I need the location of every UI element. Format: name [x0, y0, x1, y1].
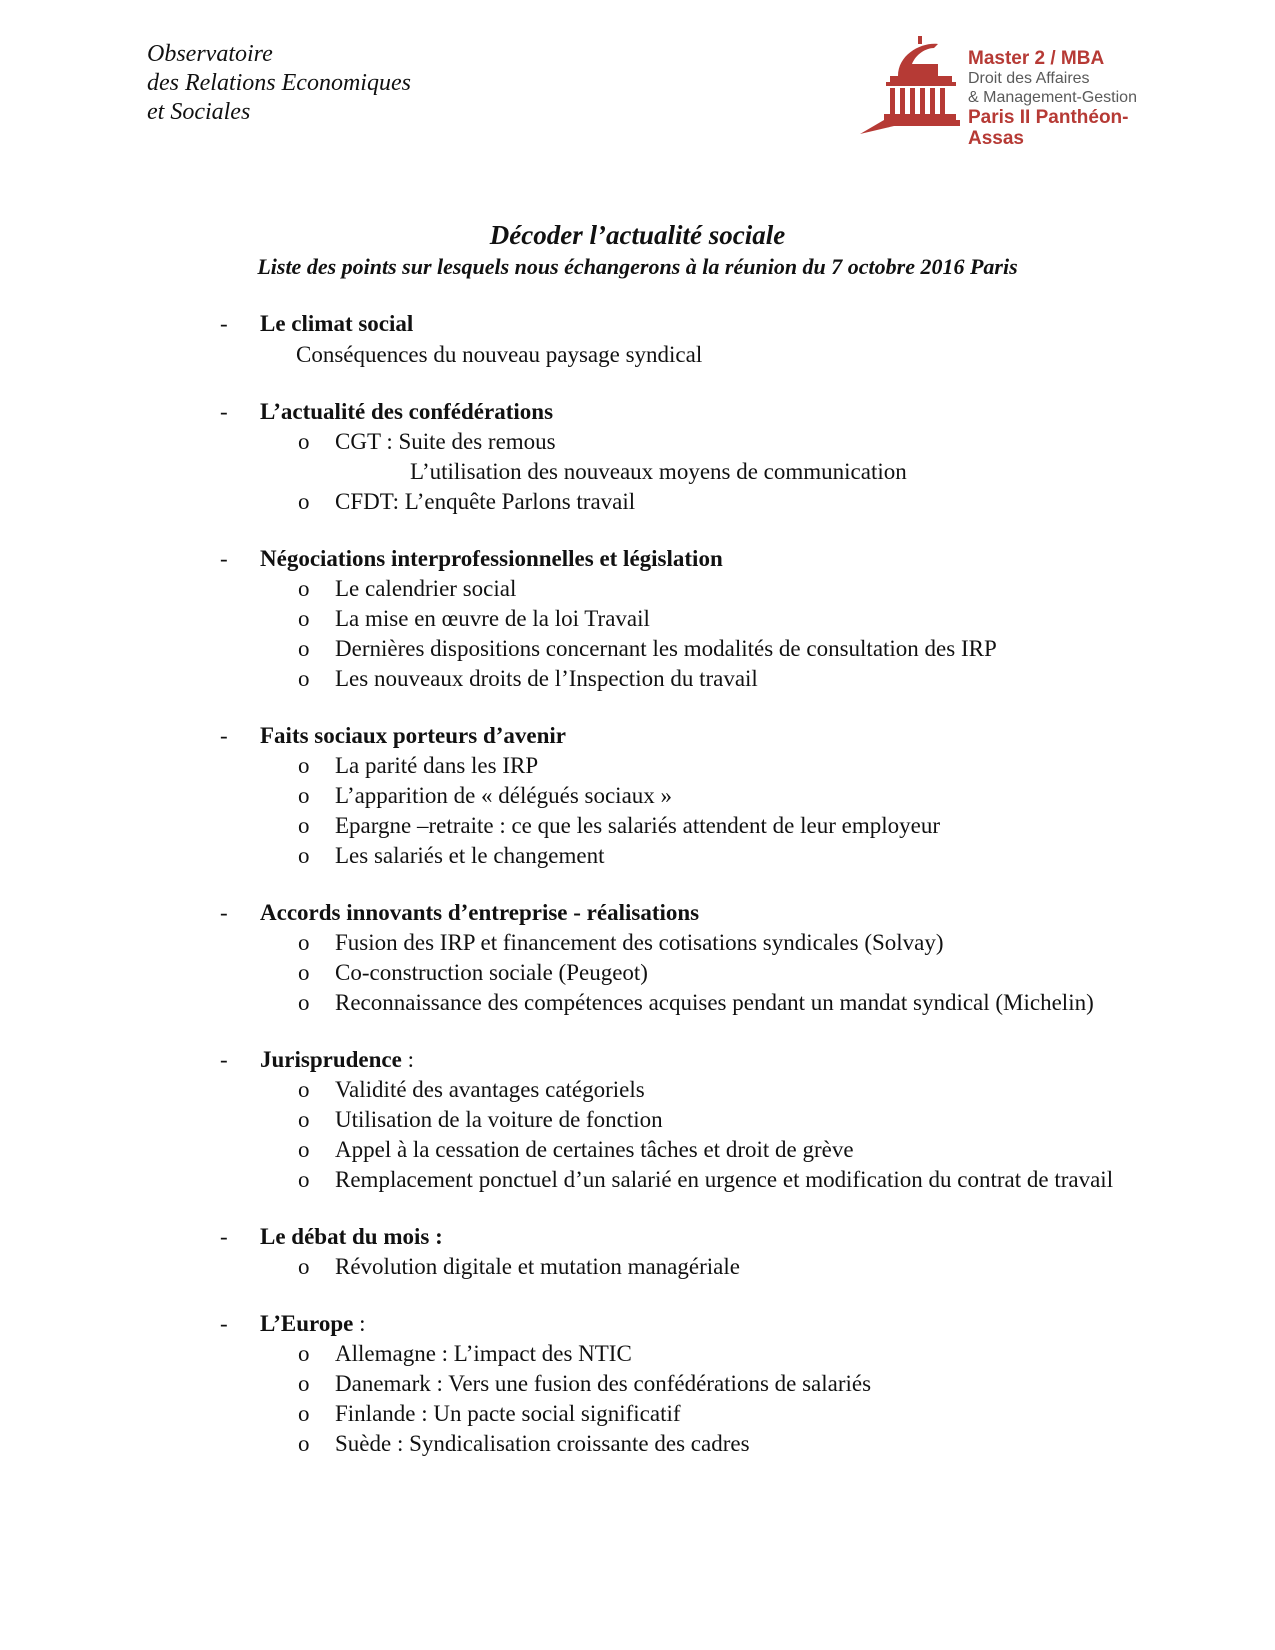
section-title: [260, 1221, 443, 1252]
list-item: [0, 988, 1275, 1018]
agenda-section: [0, 1308, 1275, 1459]
section-title-suffix: :: [401, 1047, 414, 1072]
circle-bullet-icon: o: [298, 990, 310, 1015]
list-item: [0, 1165, 1275, 1195]
list-item: [0, 811, 1275, 841]
dash-bullet: -: [220, 311, 228, 336]
list-item: [0, 751, 1275, 781]
section-title-text: Le débat du mois :: [260, 1224, 443, 1249]
list-item-text: Suède : Syndicalisation croissante des cadres: [335, 1431, 750, 1456]
list-item-text: Validité des avantages catégoriels: [335, 1077, 645, 1102]
list-item-text: Finlande : Un pacte social significatif: [335, 1401, 681, 1426]
dash-bullet: -: [220, 1224, 228, 1249]
circle-bullet-icon: o: [298, 753, 310, 778]
list-item: [0, 1429, 1275, 1459]
circle-bullet-icon: o: [298, 1107, 310, 1132]
circle-bullet-icon: o: [298, 1077, 310, 1102]
list-item: [0, 781, 1275, 811]
list-item: [0, 1339, 1275, 1369]
circle-bullet-icon: o: [298, 930, 310, 955]
list-item-text: Les salariés et le changement: [335, 843, 605, 868]
circle-bullet-icon: o: [298, 1371, 310, 1396]
list-item-text: Le calendrier social: [335, 576, 517, 601]
dash-bullet: -: [220, 1311, 228, 1336]
circle-bullet-icon: o: [298, 576, 310, 601]
circle-bullet-icon: o: [298, 960, 310, 985]
list-item: [0, 487, 1275, 517]
section-title: [260, 897, 699, 928]
list-item: [0, 958, 1275, 988]
agenda-sections: [0, 308, 1275, 1485]
list-item: [0, 1399, 1275, 1429]
list-item-text: La mise en œuvre de la loi Travail: [335, 606, 650, 631]
list-item: [0, 574, 1275, 604]
circle-bullet-icon: o: [298, 1167, 310, 1192]
organization-name: [147, 40, 411, 127]
list-item: [0, 1105, 1275, 1135]
document-title: Décoder l’actualité sociale: [489, 220, 786, 250]
logo-line-university: Paris II Panthéon-Assas: [968, 107, 1129, 149]
logo-line-program: Master 2 / MBA: [968, 48, 1105, 69]
circle-bullet-icon: o: [298, 1254, 310, 1279]
section-title-text: Le climat social: [260, 311, 414, 336]
title-block: [0, 218, 1275, 282]
dash-bullet: -: [220, 900, 228, 925]
list-item-text: Utilisation de la voiture de fonction: [335, 1107, 663, 1132]
list-item: [0, 841, 1275, 871]
section-text: Conséquences du nouveau paysage syndical: [296, 342, 703, 367]
agenda-section: [0, 396, 1275, 517]
list-item: [0, 1075, 1275, 1105]
dash-bullet: -: [220, 723, 228, 748]
list-item-text: Danemark : Vers une fusion des confédérations de salariés: [335, 1371, 872, 1396]
circle-bullet-icon: o: [298, 813, 310, 838]
list-item: [0, 1252, 1275, 1282]
section-title-text: L’Europe: [260, 1311, 354, 1336]
section-heading: [0, 897, 1275, 928]
org-line-2: des Relations Economiques: [147, 70, 411, 96]
list-item-text: CGT : Suite des remous: [335, 429, 556, 454]
list-item-text: Révolution digitale et mutation managériale: [335, 1254, 740, 1279]
list-item-text: Les nouveaux droits de l’Inspection du travail: [335, 666, 758, 691]
section-heading: [0, 396, 1275, 427]
pantheon-dome-icon: [860, 36, 970, 146]
list-item-text: La parité dans les IRP: [335, 753, 539, 778]
section-title: [260, 720, 566, 751]
section-title-text: Accords innovants d’entreprise - réalisations: [260, 900, 700, 925]
logo-line-field: Droit des Affaires: [968, 70, 1090, 87]
list-item-text: Fusion des IRP et financement des cotisations syndicales (Solvay): [335, 930, 944, 955]
section-heading: [0, 543, 1275, 574]
list-item-text: Allemagne : L’impact des NTIC: [335, 1341, 632, 1366]
circle-bullet-icon: o: [298, 1431, 310, 1456]
university-logo: [860, 36, 1160, 149]
list-item: [0, 427, 1275, 457]
logo-line-management: & Management-Gestion: [968, 89, 1137, 106]
list-item: [0, 1369, 1275, 1399]
section-title: [260, 1308, 365, 1339]
section-title: [260, 396, 553, 427]
list-item: [0, 1135, 1275, 1165]
circle-bullet-icon: o: [298, 429, 310, 454]
dash-bullet: -: [220, 399, 228, 424]
circle-bullet-icon: o: [298, 1341, 310, 1366]
list-item-text: Co-construction sociale (Peugeot): [335, 960, 648, 985]
list-item-text: CFDT: L’enquête Parlons travail: [335, 489, 636, 514]
section-title: [260, 308, 413, 339]
list-item-text: Remplacement ponctuel d’un salarié en urgence et modification du contrat de travail: [335, 1167, 1114, 1192]
circle-bullet-icon: o: [298, 636, 310, 661]
list-item-text: Appel à la cessation de certaines tâches et droit de grève: [335, 1137, 854, 1162]
circle-bullet-icon: o: [298, 666, 310, 691]
section-title-text: Faits sociaux porteurs d’avenir: [260, 723, 567, 748]
list-item-text: Epargne –retraite : ce que les salariés attendent de leur employeur: [335, 813, 940, 838]
section-heading: [0, 720, 1275, 751]
list-item-text: L’apparition de « délégués sociaux »: [335, 783, 673, 808]
section-heading: [0, 1308, 1275, 1339]
logo-text: [968, 48, 1160, 149]
agenda-section: [0, 308, 1275, 370]
circle-bullet-icon: o: [298, 1137, 310, 1162]
agenda-section: [0, 1044, 1275, 1195]
list-item: [0, 928, 1275, 958]
section-title-text: Jurisprudence: [260, 1047, 402, 1072]
org-line-3: et Sociales: [147, 99, 251, 125]
section-heading: [0, 1221, 1275, 1252]
agenda-section: [0, 897, 1275, 1018]
section-heading: [0, 1044, 1275, 1075]
agenda-section: [0, 543, 1275, 694]
list-item: [0, 604, 1275, 634]
section-title: [260, 1044, 414, 1075]
document-subtitle: Liste des points sur lesquels nous échangerons à la réunion du 7 octobre 2016 Paris: [257, 254, 1018, 279]
circle-bullet-icon: o: [298, 489, 310, 514]
circle-bullet-icon: o: [298, 843, 310, 868]
list-item-text: Reconnaissance des compétences acquises pendant un mandat syndical (Michelin): [335, 990, 1094, 1015]
agenda-section: [0, 1221, 1275, 1282]
section-title-text: L’actualité des confédérations: [260, 399, 554, 424]
dash-bullet: -: [220, 546, 228, 571]
section-title-text: Négociations interprofessionnelles et législation: [260, 546, 723, 571]
org-line-1: Observatoire: [147, 41, 273, 67]
list-item-continuation: L’utilisation des nouveaux moyens de communication: [410, 459, 907, 484]
section-title: [260, 543, 723, 574]
dash-bullet: -: [220, 1047, 228, 1072]
section-heading: [0, 308, 1275, 339]
section-title-suffix: :: [353, 1311, 366, 1336]
list-item: [0, 634, 1275, 664]
list-item: [0, 664, 1275, 694]
list-item-text: Dernières dispositions concernant les modalités de consultation des IRP: [335, 636, 997, 661]
agenda-section: [0, 720, 1275, 871]
circle-bullet-icon: o: [298, 783, 310, 808]
circle-bullet-icon: o: [298, 606, 310, 631]
circle-bullet-icon: o: [298, 1401, 310, 1426]
